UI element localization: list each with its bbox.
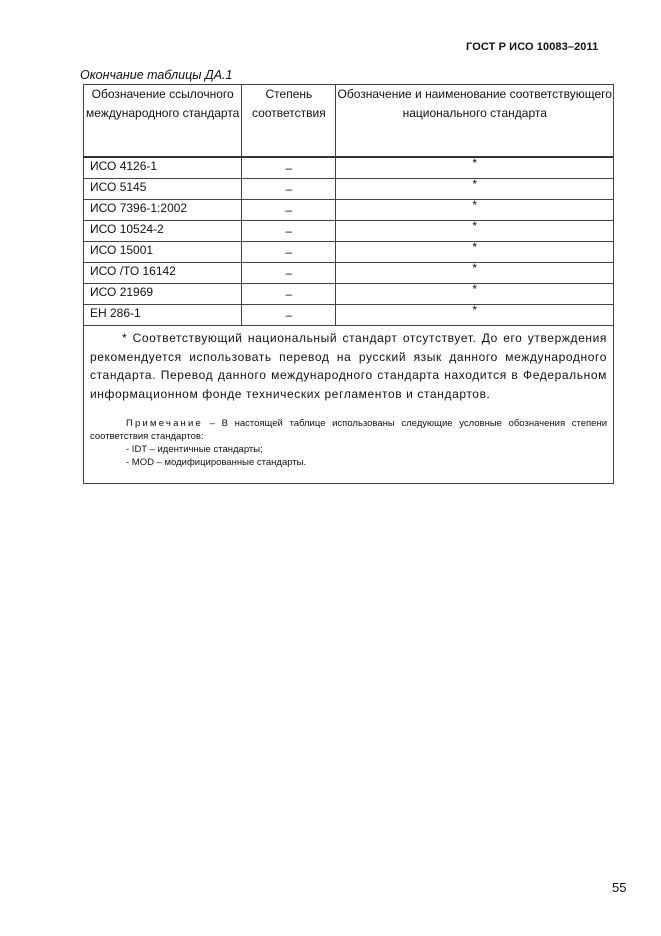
note-text: – В настоящей таблице использованы следующие условные обозначения степени соответствия стандартов: — [90, 418, 607, 443]
reference-standard-cell: ИСО 15001 — [84, 242, 242, 263]
reference-standard-cell: ЕН 286-1 — [84, 305, 242, 326]
footnote-cell — [84, 326, 614, 484]
national-standard-cell: * — [336, 221, 614, 242]
national-standard-cell: * — [336, 179, 614, 200]
footnote-text: * Соответствующий национальный стандарт отсутствует. До его утверждения рекомендуется использовать перевод на русский язык данного международного стандарта. Перевод данного международного стандарта находится в Федеральном информационном фонде технических регламентов и стандартов. — [90, 331, 607, 401]
degree-cell: – — [242, 157, 336, 179]
table-row — [84, 284, 614, 305]
table-header-row — [84, 85, 614, 158]
table-row — [84, 305, 614, 326]
national-standard-cell: * — [336, 305, 614, 326]
note-paragraph — [90, 417, 607, 443]
correspondence-table — [83, 84, 614, 484]
reference-standard-cell: ИСО 21969 — [84, 284, 242, 305]
table-row — [84, 179, 614, 200]
table-row — [84, 157, 614, 179]
reference-standard-cell: ИСО 4126-1 — [84, 157, 242, 179]
degree-cell: – — [242, 200, 336, 221]
table-row — [84, 200, 614, 221]
degree-cell: – — [242, 242, 336, 263]
reference-standard-cell: ИСО 5145 — [84, 179, 242, 200]
table-footnote-row — [84, 326, 614, 484]
national-standard-cell: * — [336, 263, 614, 284]
table — [83, 84, 614, 484]
degree-cell: – — [242, 284, 336, 305]
table-row — [84, 221, 614, 242]
column-header-degree: Степень соответствия — [242, 85, 336, 158]
national-standard-cell: * — [336, 200, 614, 221]
degree-cell: – — [242, 179, 336, 200]
table-row — [84, 263, 614, 284]
document-code: ГОСТ Р ИСО 10083–2011 — [466, 41, 599, 53]
note-label: Примечание — [126, 418, 203, 430]
national-standard-cell: * — [336, 284, 614, 305]
national-standard-cell: * — [336, 242, 614, 263]
note-item-mod: - MOD – модифицированные стандарты. — [126, 457, 307, 469]
table-row — [84, 242, 614, 263]
national-standard-cell: * — [336, 157, 614, 179]
page-number: 55 — [612, 880, 627, 895]
table-caption: Окончание таблицы ДА.1 — [80, 68, 233, 82]
note-block — [90, 417, 607, 469]
degree-cell: – — [242, 221, 336, 242]
reference-standard-cell: ИСО /ТО 16142 — [84, 263, 242, 284]
reference-standard-cell: ИСО 10524-2 — [84, 221, 242, 242]
reference-standard-cell: ИСО 7396-1:2002 — [84, 200, 242, 221]
degree-cell: – — [242, 263, 336, 284]
note-item-idt: - IDT – идентичные стандарты; — [126, 444, 263, 456]
degree-cell: – — [242, 305, 336, 326]
column-header-national-standard: Обозначение и наименование соответствующего национального стандарта — [336, 85, 614, 158]
column-header-reference-standard: Обозначение ссылочного международного стандарта — [84, 85, 242, 158]
